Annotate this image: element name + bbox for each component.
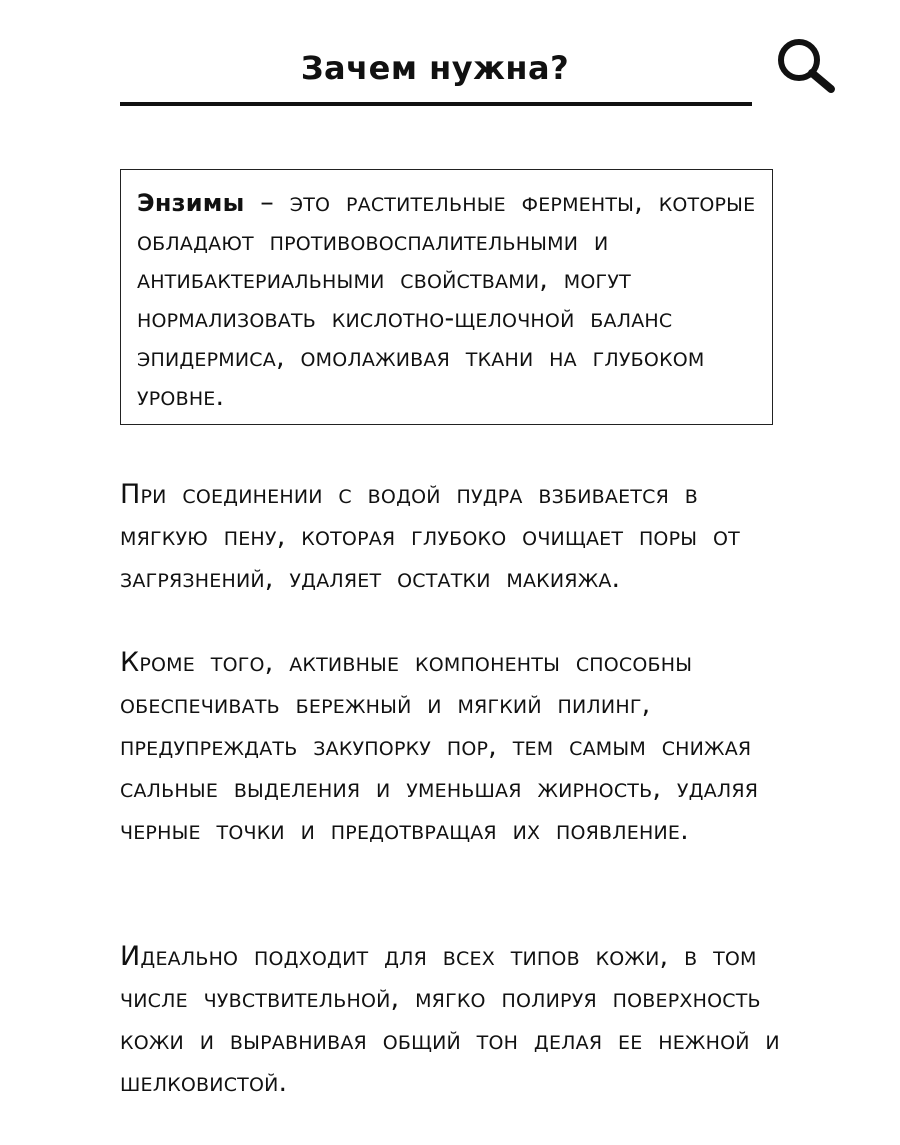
skin-types-paragraph: Идеально подходит для всех типов кожи, в том числе чувствительной, мягко полируя поверхность кожи и выравнивая общий тон делая ее нежной и шелковистой. (120, 941, 780, 1098)
peeling-benefits-paragraph: Кроме того, активные компоненты способны обеспечивать бережный и мягкий пилинг, предупреждать закупорку пор, тем самым снижая сальные выделения и уменьшая жирность, удаляя черные точки и предотвращая их появление. (120, 647, 759, 846)
page-title: Зачем нужна? (300, 49, 570, 87)
enzymes-definition-text: – это растительные ферменты, которые обладают противовоспалительными и антибактериальными свойствами, могут нормализовать кислотно-щелочной баланс эпидермиса, омолаживая ткани на глубоком уровне. (137, 187, 756, 412)
title-underline (120, 102, 752, 106)
enzymes-definition (137, 184, 767, 416)
enzymes-info-box (120, 169, 773, 425)
search-icon[interactable] (775, 36, 837, 98)
enzymes-term: Энзимы (137, 189, 245, 217)
foam-cleansing-paragraph: При соединении с водой пудра взбивается в мягкую пену, которая глубоко очищает поры от загрязнений, удаляет остатки макияжа. (120, 479, 740, 594)
